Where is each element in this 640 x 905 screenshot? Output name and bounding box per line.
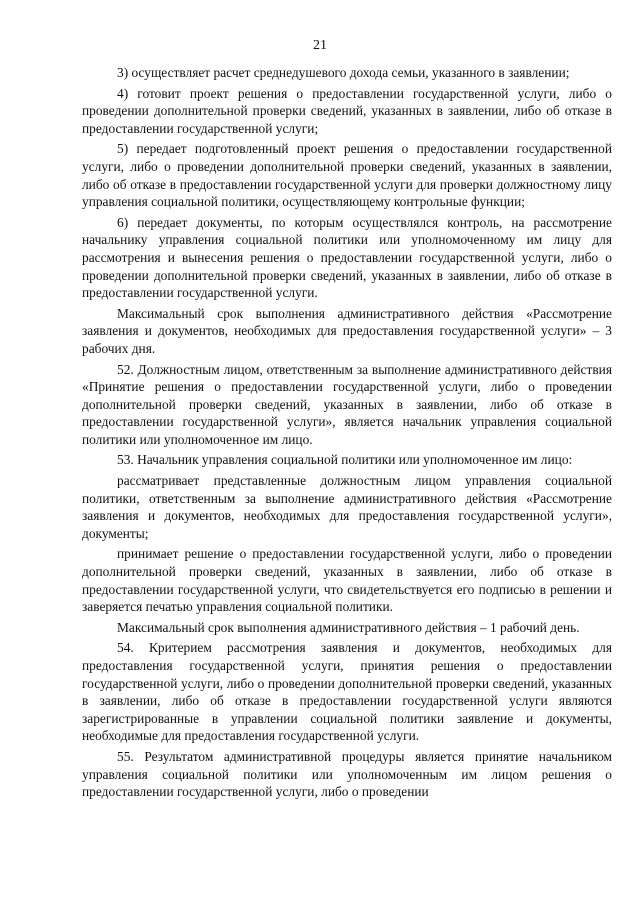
document-body — [82, 64, 612, 804]
paragraph-52: 52. Должностным лицом, ответственным за выполнение административного действия «Принятие решения о предоставлении государственной услуги, либо о проведении дополнительной проверки сведений, указанных в заявлении, либо об отказе в предоставлении государственной услуги», является начальник управления социальной политики или уполномоченное им лицо. — [82, 361, 612, 447]
paragraph-deadline-decision: Максимальный срок выполнения административного действия – 1 рабочий день. — [117, 619, 580, 635]
paragraph-item-3: 3) осуществляет расчет среднедушевого дохода семьи, указанного в заявлении; — [117, 65, 570, 80]
paragraph-55: 55. Результатом административной процедуры является принятие начальником управления социальной политики или уполномоченным им лицом решения о предоставлении государственной услуги, либо о проведении — [82, 748, 612, 800]
paragraph-item-4: 4) готовит проект решения о предоставлении государственной услуги, либо о проведении дополнительной проверки сведений, указанных в заявлении, либо об отказе в предоставлении государственной услуги; — [82, 85, 612, 136]
paragraph-deadline-review: Максимальный срок выполнения административного действия «Рассмотрение заявления и документов, необходимых для предоставления государственной услуги» – 3 рабочих дня. — [82, 305, 612, 356]
paragraph-item-5: 5) передает подготовленный проект решения о предоставлении государственной услуги, либо о проведении дополнительной проверки сведений, указанных в заявлении, либо об отказе в предоставлении государственной услуги для проверки должностному лицу управления социальной политики, осуществляющему контрольные функции; — [82, 141, 612, 210]
paragraph-item-6: 6) передает документы, по которым осуществлялся контроль, на рассмотрение начальнику управления социальной политики или уполномоченному им лицу для рассмотрения и вынесения решения о предоставлении государственной услуги, либо о проведении дополнительной проверки сведений, указанных в заявлении, либо об отказе в предоставлении государственной услуги. — [82, 214, 612, 301]
paragraph-54: 54. Критерием рассмотрения заявления и документов, необходимых для предоставления государственной услуги, принятия решения о предоставлении государственной услуги, либо о проведении дополнительной проверки сведений, указанных в заявлении, либо об отказе в предоставлении государственной услуги являются зарегистрированные в управлении социальной политики заявление и документы, необходимые для предоставления государственной услуги. — [82, 640, 612, 744]
paragraph-53-considers: рассматривает представленные должностным лицом управления социальной политики, ответственным за выполнение административного действия «Рассмотрение заявления и документов, необходимых для предоставления государственной услуги», документы; — [82, 473, 612, 541]
page-number: 21 — [313, 38, 327, 53]
paragraph-53-decides: принимает решение о предоставлении государственной услуги, либо о проведении дополнительной проверки сведений, указанных в заявлении, либо об отказе в предоставлении государственной услуги, что свидетельствуется его подписью в решении и заверяется печатью управления социальной политики. — [82, 546, 612, 615]
paragraph-53: 53. Начальник управления социальной политики или уполномоченное им лицо: — [117, 452, 573, 468]
